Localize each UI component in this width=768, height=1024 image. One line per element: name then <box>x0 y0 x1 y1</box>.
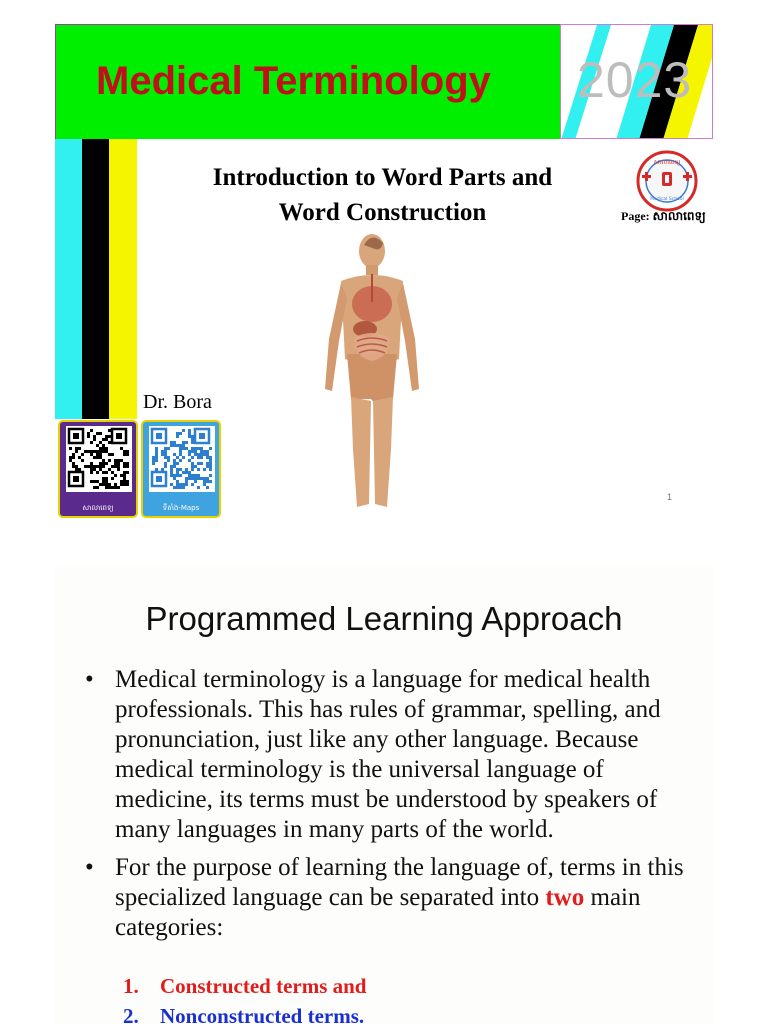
bullet-item <box>85 665 695 845</box>
content-slide <box>55 566 713 1024</box>
year-box <box>560 24 713 139</box>
bullet-text-part-1: For the purpose of learning the language of, terms in this specialized language can be separated into <box>115 854 684 911</box>
slide-heading: Programmed Learning Approach <box>145 600 623 637</box>
year-label: 2023 <box>577 52 693 108</box>
subtitle-line-1: Introduction to Word Parts and <box>212 164 553 191</box>
item-text: Constructed terms and <box>160 974 367 998</box>
title-slide <box>55 24 713 520</box>
highlight-word: two <box>545 884 585 911</box>
item-text: Nonconstructed terms. <box>160 1004 365 1024</box>
svg-text:Medical School: Medical School <box>650 197 684 202</box>
svg-text:សាលាពេទ្យ: សាលាពេទ្យ <box>653 159 681 166</box>
bullet-text: Medical terminology is a language for medical health professionals. This has rules of grammar, spelling, and pronunciation, just like any other language. Because medical terminology is the universal language of medicine, its terms must be understood by speakers of many languages in many parts of the world. <box>115 666 661 843</box>
numbered-list <box>123 971 366 1024</box>
slide-subtitle <box>155 160 610 230</box>
qr-card-page[interactable] <box>58 420 138 518</box>
human-anatomy-figure <box>317 229 427 514</box>
vertical-stripes-graphic <box>55 139 137 419</box>
medical-school-logo-icon <box>636 150 698 212</box>
bullet-dot-icon: • <box>85 854 94 881</box>
item-number: 1. <box>123 974 139 998</box>
bullet-dot-icon: • <box>85 666 94 693</box>
slide-title: Medical Terminology <box>96 59 491 103</box>
author-name: Dr. Bora <box>143 391 212 413</box>
title-banner <box>55 24 560 139</box>
numbered-item <box>123 971 366 1001</box>
item-number: 2. <box>123 1004 139 1024</box>
numbered-item <box>123 1001 366 1024</box>
page-label: Page: សាលាពេទ្យ <box>621 209 706 223</box>
slide-number: 1 <box>667 492 673 502</box>
qr-caption-maps: ទីតាំង-Maps <box>162 504 200 512</box>
bullet-text-part-2: main categories: <box>115 884 641 941</box>
qr-code-icon <box>149 426 215 492</box>
qr-card-maps[interactable] <box>141 420 221 518</box>
qr-caption-page: សាលាពេទ្យ <box>82 504 114 512</box>
qr-code-icon <box>66 426 132 492</box>
bullet-list <box>85 665 695 951</box>
bullet-item <box>85 853 695 943</box>
subtitle-line-2: Word Construction <box>278 199 487 226</box>
